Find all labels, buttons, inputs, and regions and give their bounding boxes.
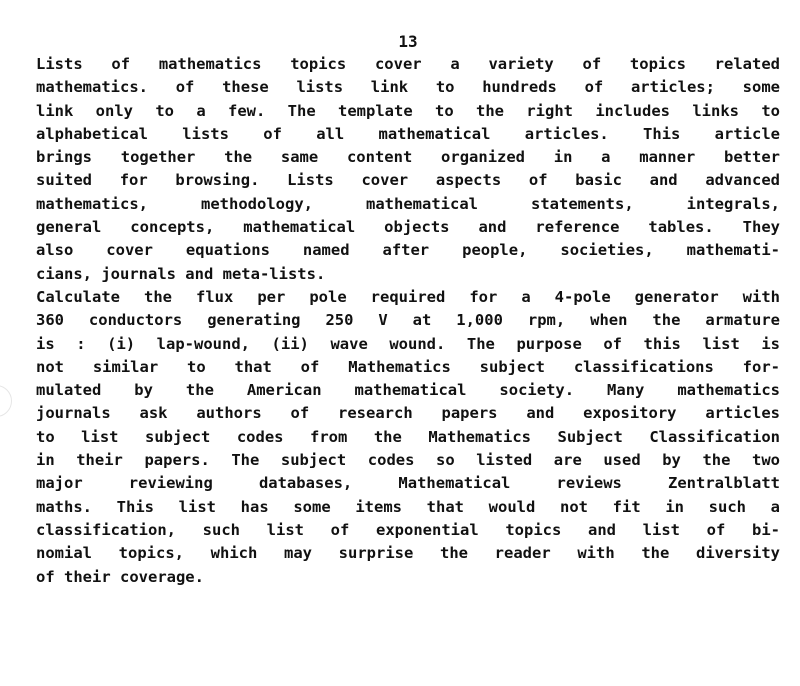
text-line: mulated by the American mathematical society. Many mathematics (36, 381, 780, 400)
text-line: is : (i) lap-wound, (ii) wave wound. The purpose of this list is (36, 334, 780, 353)
text-line: brings together the same content organized in a manner better (36, 148, 780, 167)
text-line: nomial topics, which may surprise the reader with the diversity (36, 544, 780, 563)
text-line: classification, such list of exponential topics and list of bi- (36, 520, 780, 539)
text-line: alphabetical lists of all mathematical articles. This article (36, 124, 780, 143)
text-line: maths. This list has some items that would not fit in such a (36, 497, 780, 516)
page-edge-mark (0, 385, 12, 417)
paragraph-2 (36, 286, 780, 589)
text-line: of their coverage. (36, 567, 204, 586)
text-line: suited for browsing. Lists cover aspects of basic and advanced (36, 171, 780, 190)
body-text (36, 53, 780, 589)
text-line: 360 conductors generating 250 V at 1,000 rpm, when the armature (36, 311, 780, 330)
text-line: to list subject codes from the Mathematics Subject Classification (36, 427, 780, 446)
text-line: mathematics, methodology, mathematical statements, integrals, (36, 194, 780, 213)
text-line: Calculate the flux per pole required for a 4-pole generator with (36, 287, 780, 306)
page-number: 13 (398, 32, 418, 51)
text-line: journals ask authors of research papers and expository articles (36, 404, 780, 423)
text-line: cians, journals and meta-lists. (36, 264, 326, 283)
text-line: major reviewing databases, Mathematical reviews Zentralblatt (36, 474, 780, 493)
text-line: Lists of mathematics topics cover a variety of topics related (36, 55, 780, 73)
text-line: general concepts, mathematical objects and reference tables. They (36, 218, 780, 237)
text-line: in their papers. The subject codes so listed are used by the two (36, 451, 780, 470)
text-line: also cover equations named after people, societies, mathemati- (36, 241, 780, 260)
paragraph-1 (36, 53, 780, 286)
text-line: mathematics. of these lists link to hundreds of articles; some (36, 78, 780, 97)
text-line: not similar to that of Mathematics subject classifications for- (36, 357, 780, 376)
text-line: link only to a few. The template to the right includes links to (36, 101, 780, 120)
